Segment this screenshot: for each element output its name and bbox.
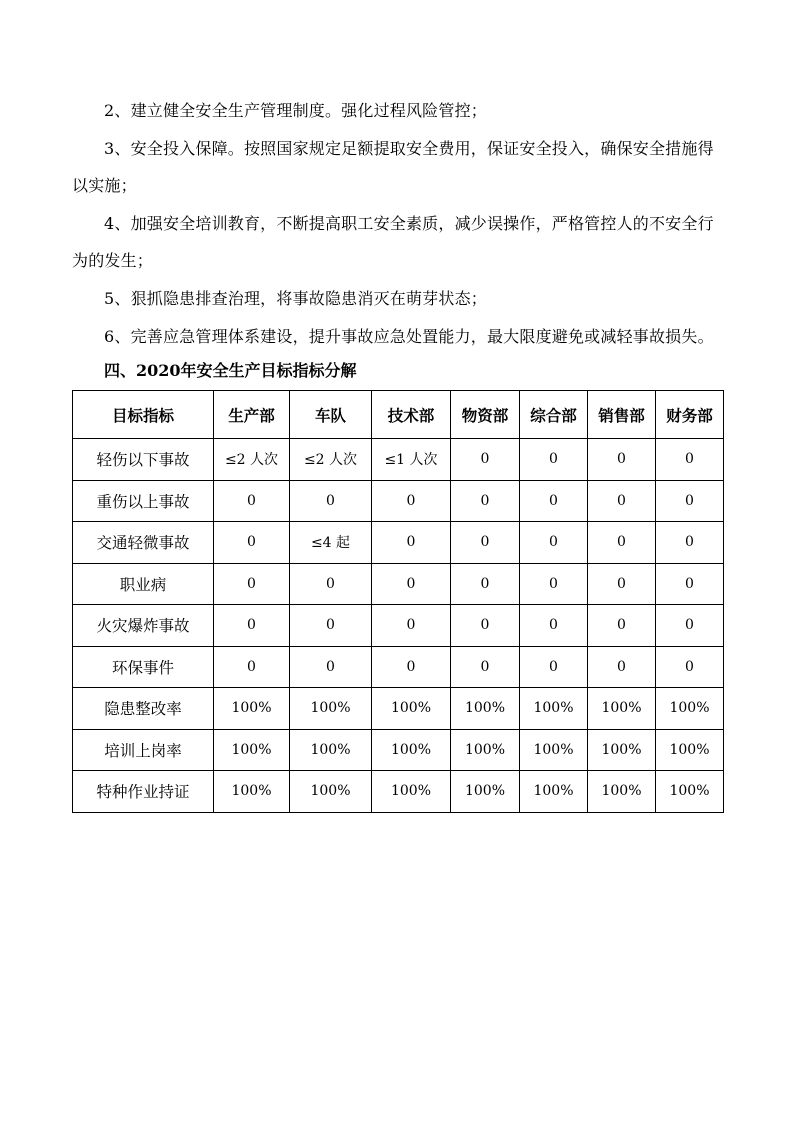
table-body <box>73 439 724 813</box>
table-cell: 100% <box>520 771 588 813</box>
column-header: 财务部 <box>656 391 724 439</box>
table-cell: 0 <box>372 646 451 688</box>
table-row <box>73 605 724 647</box>
row-label-cell: 轻伤以下事故 <box>73 439 214 481</box>
table-cell: 0 <box>520 646 588 688</box>
table-cell: 0 <box>588 646 656 688</box>
table-cell: 100% <box>588 771 656 813</box>
table-cell: 0 <box>588 480 656 522</box>
table-cell: 0 <box>214 646 290 688</box>
table-cell: 0 <box>451 563 520 605</box>
table-cell: 0 <box>451 646 520 688</box>
row-label-cell: 职业病 <box>73 563 214 605</box>
paragraph-item-4: 4、加强安全培训教育，不断提高职工安全素质，减少误操作，严格管控人的不安全行为的发生； <box>72 213 714 271</box>
table-cell: 0 <box>214 563 290 605</box>
table-row <box>73 522 724 564</box>
paragraph-item-5: 5、狠抓隐患排查治理，将事故隐患消灭在萌芽状态； <box>104 288 487 308</box>
section-title: 四、2020年安全生产目标指标分解 <box>104 361 357 381</box>
table-cell: 0 <box>520 439 588 481</box>
table-cell: 100% <box>451 688 520 730</box>
column-header: 技术部 <box>372 391 451 439</box>
table-cell: 100% <box>588 729 656 771</box>
table-cell: 0 <box>290 563 372 605</box>
table-cell: 100% <box>290 771 372 813</box>
table-cell: 0 <box>656 605 724 647</box>
row-label-cell: 特种作业持证 <box>73 771 214 813</box>
table-cell: 0 <box>290 480 372 522</box>
row-label-cell: 环保事件 <box>73 646 214 688</box>
table-cell: 100% <box>290 688 372 730</box>
table-cell: 0 <box>290 646 372 688</box>
document-page <box>72 92 724 813</box>
table-cell: 0 <box>451 439 520 481</box>
table-cell: 100% <box>214 688 290 730</box>
table-cell: 0 <box>656 563 724 605</box>
table-cell: 100% <box>214 771 290 813</box>
table-cell: 100% <box>290 729 372 771</box>
table-row <box>73 439 724 481</box>
column-header: 车队 <box>290 391 372 439</box>
row-label-cell: 隐患整改率 <box>73 688 214 730</box>
table-row <box>73 646 724 688</box>
table-cell: 0 <box>451 522 520 564</box>
table-row <box>73 563 724 605</box>
table-cell: 100% <box>588 688 656 730</box>
table-cell: 0 <box>656 480 724 522</box>
table-cell: 0 <box>520 605 588 647</box>
table-cell: 0 <box>520 522 588 564</box>
table-cell: 0 <box>214 522 290 564</box>
table-cell: 0 <box>656 439 724 481</box>
table-cell: 0 <box>372 480 451 522</box>
column-header: 销售部 <box>588 391 656 439</box>
paragraph-item-3: 3、安全投入保障。按照国家规定足额提取安全费用，保证安全投入，确保安全措施得以实施； <box>72 138 714 196</box>
table-cell: 100% <box>656 771 724 813</box>
table-cell: 0 <box>520 563 588 605</box>
table-cell: 0 <box>520 480 588 522</box>
paragraph-item-2: 2、建立健全安全生产管理制度。强化过程风险管控； <box>104 101 487 120</box>
table-cell: 100% <box>372 729 451 771</box>
table-row <box>73 688 724 730</box>
column-header: 物资部 <box>451 391 520 439</box>
table-row <box>73 480 724 522</box>
table-cell: 100% <box>451 729 520 771</box>
column-header: 生产部 <box>214 391 290 439</box>
row-label-cell: 培训上岗率 <box>73 729 214 771</box>
table-cell: 100% <box>372 771 451 813</box>
table-row <box>73 771 724 813</box>
table-cell: 100% <box>520 729 588 771</box>
table-cell: 100% <box>214 729 290 771</box>
table-cell: 0 <box>588 439 656 481</box>
table-cell: 0 <box>214 605 290 647</box>
table-cell: 100% <box>520 688 588 730</box>
table-cell: 100% <box>372 688 451 730</box>
table-cell: 0 <box>372 563 451 605</box>
column-header: 目标指标 <box>73 391 214 439</box>
table-cell: 0 <box>588 522 656 564</box>
table-cell: ≤2 人次 <box>214 439 290 481</box>
table-cell: 0 <box>372 605 451 647</box>
row-label-cell: 火灾爆炸事故 <box>73 605 214 647</box>
table-cell: 100% <box>451 771 520 813</box>
paragraph-item-6: 6、完善应急管理体系建设，提升事故应急处置能力，最大限度避免或减轻事故损失。 <box>104 326 714 346</box>
table-cell: 0 <box>656 646 724 688</box>
row-label-cell: 重伤以上事故 <box>73 480 214 522</box>
table-cell: 0 <box>451 480 520 522</box>
table-cell: ≤2 人次 <box>290 439 372 481</box>
safety-target-table <box>72 390 724 813</box>
table-cell: 0 <box>214 480 290 522</box>
table-cell: 0 <box>372 522 451 564</box>
table-cell: ≤1 人次 <box>372 439 451 481</box>
table-cell: 0 <box>451 605 520 647</box>
table-row <box>73 729 724 771</box>
column-header: 综合部 <box>520 391 588 439</box>
table-header-row <box>73 391 724 439</box>
table-cell: 0 <box>290 605 372 647</box>
table-cell: 0 <box>588 563 656 605</box>
row-label-cell: 交通轻微事故 <box>73 522 214 564</box>
table-cell: 100% <box>656 729 724 771</box>
table-cell: 100% <box>656 688 724 730</box>
table-cell: ≤4 起 <box>290 522 372 564</box>
table-cell: 0 <box>656 522 724 564</box>
table-cell: 0 <box>588 605 656 647</box>
